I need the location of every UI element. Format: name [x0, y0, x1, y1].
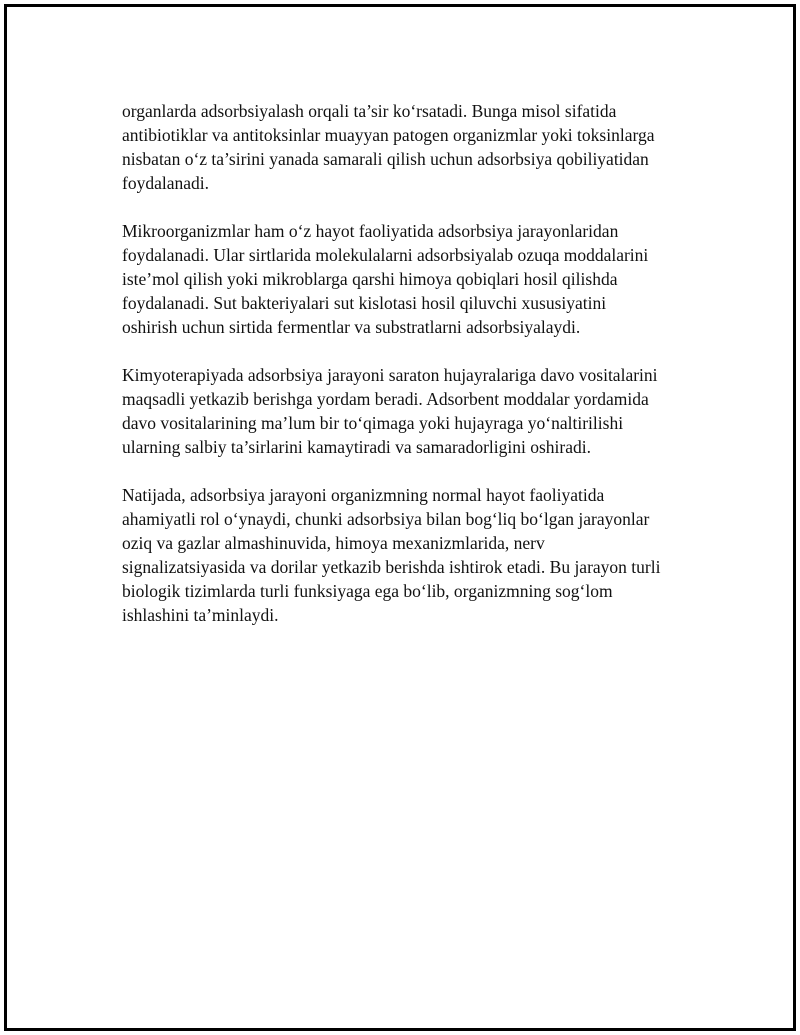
text-line: ularning salbiy ta’sirlarini kamaytiradi va samaradorligini oshiradi. [122, 437, 591, 457]
text-line: nisbatan o‘z ta’sirini yanada samarali qilish uchun adsorbsiya qobiliyatidan [122, 149, 649, 169]
text-line: oshirish uchun sirtida fermentlar va substratlarni adsorbsiyalaydi. [122, 317, 581, 337]
text-line: davo vositalarining ma’lum bir to‘qimaga yoki hujayraga yo‘naltirilishi [122, 413, 624, 433]
text-line: maqsadli yetkazib berishga yordam beradi. Adsorbent moddalar yordamida [122, 389, 649, 409]
text-line: iste’mol qilish yoki mikroblarga qarshi himoya qobiqlari hosil qilishda [122, 269, 618, 289]
text-line: antibiotiklar va antitoksinlar muayyan patogen organizmlar yoki toksinlarga [122, 125, 655, 145]
page-frame [4, 4, 796, 1031]
paragraph-4 [122, 483, 697, 627]
text-line: signalizatsiyasida va dorilar yetkazib berishda ishtirok etadi. Bu jarayon turli [122, 557, 661, 577]
paragraph-3 [122, 363, 697, 459]
text-line: biologik tizimlarda turli funksiyaga ega bo‘lib, organizmning sog‘lom [122, 581, 613, 601]
text-line: Mikroorganizmlar ham o‘z hayot faoliyatida adsorbsiya jarayonlaridan [122, 221, 619, 241]
text-line: Kimyoterapiyada adsorbsiya jarayoni saraton hujayralariga davo vositalarini [122, 365, 658, 385]
text-line: Natijada, adsorbsiya jarayoni organizmning normal hayot faoliyatida [122, 485, 605, 505]
text-line: organlarda adsorbsiyalash orqali ta’sir ko‘rsatadi. Bunga misol sifatida [122, 101, 617, 121]
document-body [122, 99, 697, 651]
text-line: ahamiyatli rol o‘ynaydi, chunki adsorbsiya bilan bog‘liq bo‘lgan jarayonlar [122, 509, 650, 529]
text-line: ishlashini ta’minlaydi. [122, 605, 279, 625]
paragraph-1 [122, 99, 697, 195]
text-line: foydalanadi. Sut bakteriyalari sut kislotasi hosil qiluvchi xususiyatini [122, 293, 607, 313]
text-line: foydalanadi. [122, 173, 209, 193]
text-line: foydalanadi. Ular sirtlarida molekulalarni adsorbsiyalab ozuqa moddalarini [122, 245, 649, 265]
text-line: oziq va gazlar almashinuvida, himoya mexanizmlarida, nerv [122, 533, 545, 553]
paragraph-2 [122, 219, 697, 339]
